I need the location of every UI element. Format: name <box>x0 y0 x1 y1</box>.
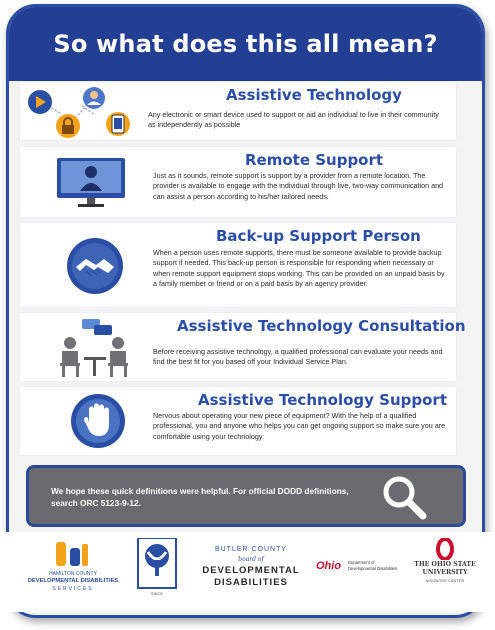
section-title: Remote Support <box>245 151 384 169</box>
butler-line1: BUTLER COUNTY <box>214 546 288 553</box>
section-remote-support <box>20 147 456 217</box>
section-assistive-technology <box>20 82 456 140</box>
osu-nisonger-logo <box>412 538 478 598</box>
raised-hand-icon <box>70 393 126 449</box>
butler-line3: DEVELOPMENTAL <box>202 565 300 576</box>
osu-line3: NISONGER CENTER <box>425 578 465 583</box>
county-board-emblem-icon <box>134 538 180 590</box>
ohio-brand: Ohio <box>316 560 342 572</box>
tablet-icon <box>106 112 130 136</box>
section-at-consultation <box>20 313 466 381</box>
section-title: Back-up Support Person <box>216 227 421 245</box>
banner-text: We hope these quick definitions were helpful. For official DODD definitions, search ORC 5123-9-12. <box>51 486 349 508</box>
section-title: Assistive Technology <box>226 86 402 104</box>
hamilton-line2: DEVELOPMENTAL DISABILITIES <box>27 578 119 584</box>
lock-icon <box>56 114 80 138</box>
search-icon <box>381 474 429 520</box>
section-body: Nervous about operating your new piece of equipment? With the help of a qualified professional, you and anyone who helps you can get ongoing support so make sure you are comfortable using your technology. <box>153 411 446 441</box>
logo-footer <box>0 532 495 612</box>
handshake-icon <box>66 237 124 295</box>
person-icon <box>83 87 105 109</box>
ohio-dodd-logo <box>316 558 408 580</box>
section-at-support <box>20 387 456 455</box>
county-board-caption: SINCE <box>150 591 164 596</box>
hamilton-emblem-icon <box>26 540 120 570</box>
page-title: So what does this all mean? <box>9 7 482 81</box>
county-board-logo <box>134 538 180 600</box>
butler-line2: board of <box>238 556 264 563</box>
consultation-icon <box>56 317 134 379</box>
play-icon <box>28 90 52 114</box>
section-title: Assistive Technology Consultation <box>177 317 466 335</box>
section-body: Before receiving assistive technology, a qualified professional can evaluate your needs and find the best fit for you based off your Individual Service Plan. <box>153 347 443 367</box>
section-body: When a person uses remote supports, there must be someone available to provide backup support if needed. This back-up person is responsible for responding when necessary or when remote support equipment stops working. This can be provided on an unpaid basis by a family member or friend or on a paid basis by an agency provider. <box>153 248 445 288</box>
section-backup-support-person <box>20 223 456 307</box>
hamilton-line1: HAMILTON COUNTY <box>49 571 97 577</box>
osu-line1: THE OHIO STATE <box>414 561 476 568</box>
osu-block-o-icon <box>412 538 478 560</box>
butler-county-logo <box>196 542 306 598</box>
ohio-line2: Developmental Disabilities <box>348 566 398 571</box>
definitions-banner <box>26 465 466 527</box>
ohio-line1: Department of <box>348 560 375 565</box>
monitor-icon <box>56 157 126 209</box>
butler-line4: DISABILITIES <box>214 577 288 588</box>
hamilton-county-logo <box>26 540 120 598</box>
assistive-tech-icons <box>26 84 142 140</box>
section-body: Just as it sounds, remote support is support by a provider from a remote location. The provider is available to engage with the individual through live, two-way communication and can assist a person according to his/her tailored needs. <box>153 171 444 201</box>
hamilton-line3: SERVICES <box>52 586 94 592</box>
section-body: Any electronic or smart device used to support or aid an individual to live in their community as independently as possible <box>148 110 439 130</box>
section-title: Assistive Technology Support <box>198 391 448 409</box>
osu-line2: UNIVERSITY <box>422 569 468 576</box>
